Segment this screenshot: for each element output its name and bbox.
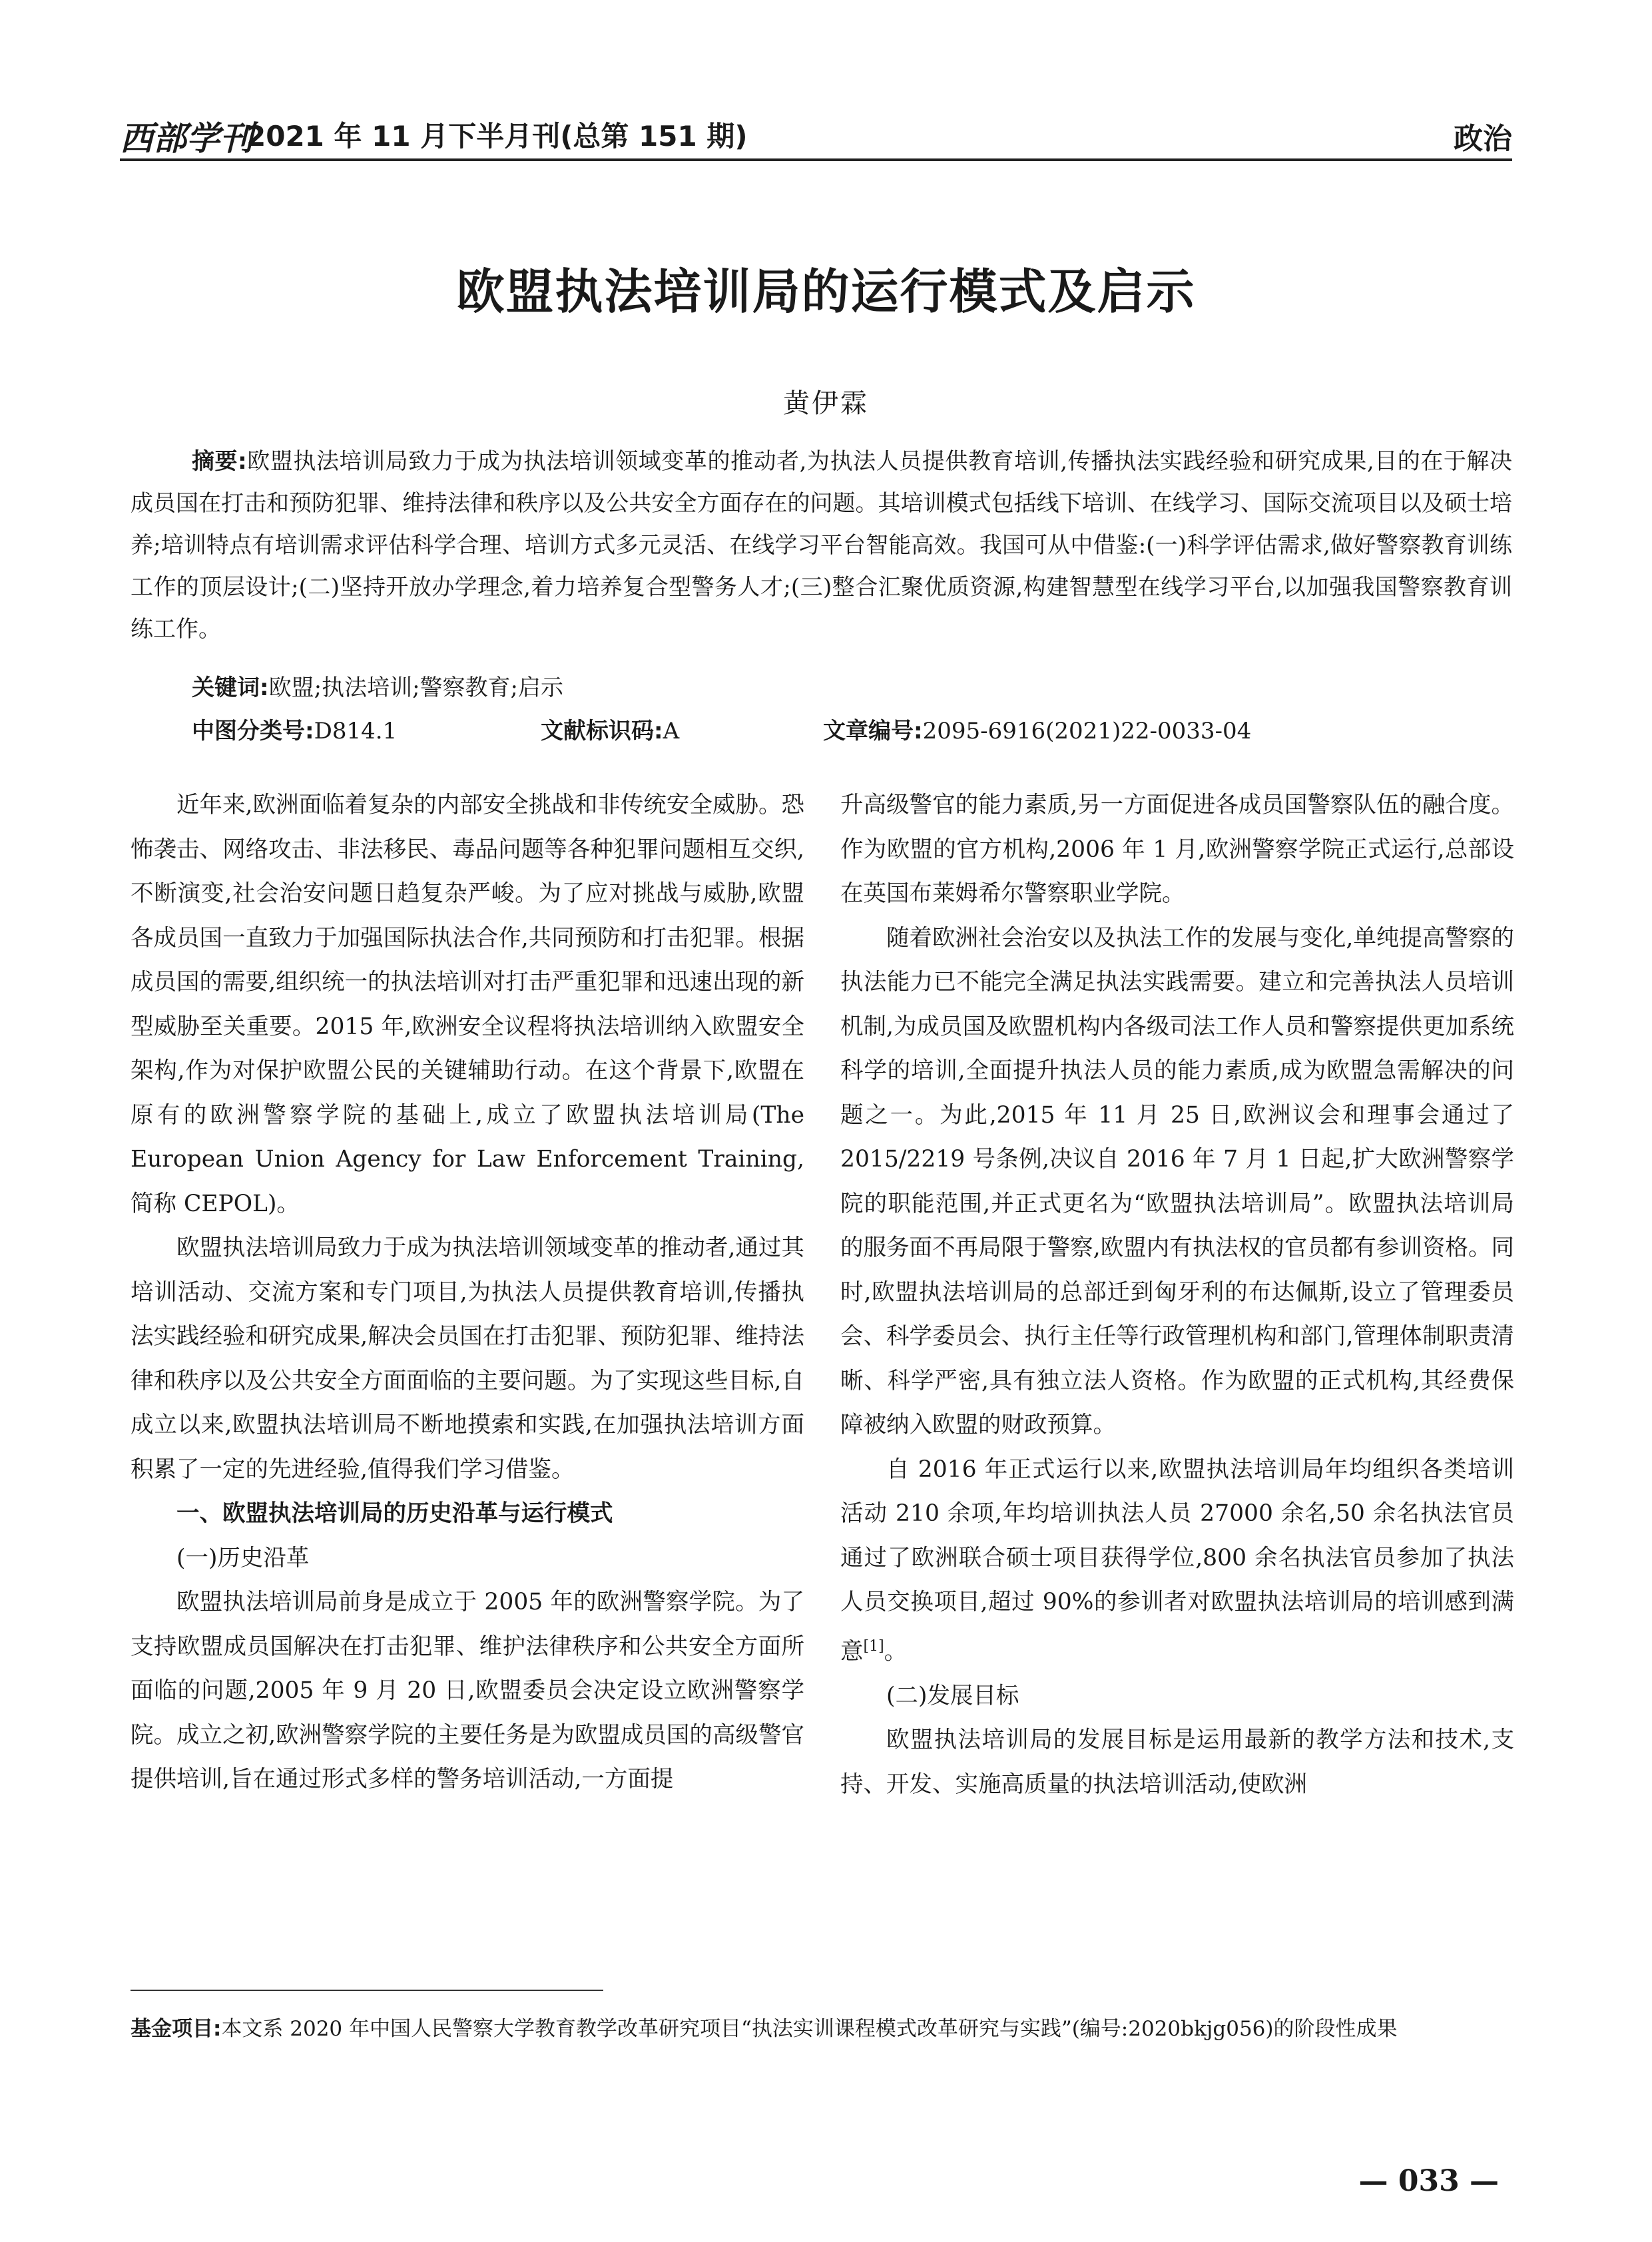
paragraph: 欧盟执法培训局致力于成为执法培训领域变革的推动者,通过其培训活动、交流方案和专门项目,为执法人员提供教育培训,传播执法实践经验和研究成果,解决会员国在打击犯罪、预防犯罪、维持法律和秩序以及公共安全方面面临的主要问题。为了实现这些目标,自成立以来,欧盟执法培训局不断地摸索和实践,在加强执法培训方面积累了一定的先进经验,值得我们学习借鉴。 — [131, 1235, 804, 1483]
keywords-text: 欧盟;执法培训;警察教育;启示 — [268, 675, 563, 701]
journal-logo: 西部学刊 — [120, 119, 253, 158]
abstract — [131, 441, 1512, 651]
body-column-left — [131, 783, 804, 1802]
article-author: 黄伊霖 — [783, 388, 869, 419]
doc-code-label: 文献标识码: — [541, 718, 663, 744]
paragraph: 欧盟执法培训局的发展目标是运用最新的教学方法和技术,支持、开发、实施高质量的执法培训活动,使欧洲 — [840, 1727, 1514, 1798]
paragraph: 欧盟执法培训局前身是成立于 2005 年的欧洲警察学院。为了支持欧盟成员国解决在打击犯罪、维护法律秩序和公共安全方面所面临的问题,2005 年 9 月 20 日,欧盟委员会决定设立欧洲警察学院。成立之初,欧洲警察学院的主要任务是为欧盟成员国的高级警官提供培训,旨在通过形式多样的警务培训活动,一方面提 — [131, 1589, 804, 1793]
article-number — [823, 712, 1251, 745]
article-title: 欧盟执法培训局的运行模式及启示 — [456, 264, 1196, 320]
keywords-label: 关键词: — [192, 675, 269, 701]
footnote-divider — [131, 1990, 603, 1991]
keywords — [192, 669, 563, 702]
section-tag: 政治 — [1454, 122, 1512, 156]
clc-label: 中图分类号: — [192, 718, 314, 744]
document-code — [541, 712, 679, 745]
paragraph: 近年来,欧洲面临着复杂的内部安全挑战和非传统安全威胁。恐怖袭击、网络攻击、非法移民、毒品问题等各种犯罪问题相互交织,不断演变,社会治安问题日趋复杂严峻。为了应对挑战与威胁,欧盟各成员国一直致力于加强国际执法合作,共同预防和打击犯罪。根据成员国的需要,组织统一的执法培训对打击严重犯罪和迅速出现的新型威胁至关重要。2015 年,欧洲安全议程将执法培训纳入欧盟安全架构,作为对保护欧盟公民的关键辅助行动。在这个背景下,欧盟在原有的欧洲警察学院的基础上,成立了欧盟执法培训局(The European Union Agency for Law Enforcement Training,简称 CEPOL)。 — [131, 792, 804, 1217]
running-header — [120, 112, 1512, 161]
doc-code-value: A — [663, 718, 680, 744]
article-no-value: 2095-6916(2021)22-0033-04 — [922, 718, 1252, 744]
clc-number — [192, 712, 397, 745]
abstract-text: 欧盟执法培训局致力于成为执法培训领域变革的推动者,为执法人员提供教育培训,传播执法实践经验和研究成果,目的在于解决成员国在打击和预防犯罪、维持法律和秩序以及公共安全方面存在的问题。其培训模式包括线下培训、在线学习、国际交流项目以及硕士培养;培训特点有培训需求评估科学合理、培训方式多元灵活、在线学习平台智能高效。我国可从中借鉴:(一)科学评估需求,做好警察教育训练工作的顶层设计;(二)坚持开放办学理念,着力培养复合型警务人才;(三)整合汇聚优质资源,构建智慧型在线学习平台,以加强我国警察教育训练工作。 — [131, 448, 1512, 643]
footnote-text: 本文系 2020 年中国人民警察大学教育教学改革研究项目“执法实训课程模式改革研究与实践”(编号:2020bkjg056)的阶段性成果 — [221, 2017, 1398, 2041]
citation-ref[interactable]: [1] — [863, 1637, 884, 1655]
paragraph: 升高级警官的能力素质,另一方面促进各成员国警察队伍的融合度。作为欧盟的官方机构,2006 年 1 月,欧洲警察学院正式运行,总部设在英国布莱姆希尔警察职业学院。 — [840, 792, 1514, 907]
subsection-heading: (一)历史沿革 — [176, 1544, 310, 1571]
subsection-heading: (二)发展目标 — [886, 1682, 1019, 1709]
body-column-right — [840, 783, 1514, 1807]
paragraph-end: 。 — [884, 1638, 908, 1665]
paragraph-text: 自 2016 年正式运行以来,欧盟执法培训局年均组织各类培训活动 210 余项,年均培训执法人员 27000 余名,50 余名执法官员通过了欧洲联合硕士项目获得学位,800 余名执法官员参加了执法人员交换项目,超过 90%的参训者对欧盟执法培训局的培训感到满意 — [840, 1456, 1514, 1665]
paragraph: 随着欧洲社会治安以及执法工作的发展与变化,单纯提高警察的执法能力已不能完全满足执法实践需要。建立和完善执法人员培训机制,为成员国及欧盟机构内各级司法工作人员和警察提供更加系统科学的培训,全面提升执法人员的能力素质,成为欧盟急需解决的问题之一。为此,2015 年 11 月 25 日,欧洲议会和理事会通过了 2015/2219 号条例,决议自 2016 年 7 月 1 日起,扩大欧洲警察学院的职能范围,并正式更名为“欧盟执法培训局”。欧盟执法培训局的服务面不再局限于警察,欧盟内有执法权的官员都有参训资格。同时,欧盟执法培训局的总部迁到匈牙利的布达佩斯,设立了管理委员会、科学委员会、执行主任等行政管理机构和部门,管理体制职责清晰、科学严密,具有独立法人资格。作为欧盟的正式机构,其经费保障被纳入欧盟的财政预算。 — [840, 924, 1514, 1438]
section-heading: 一、欧盟执法培训局的历史沿革与运行模式 — [176, 1500, 613, 1527]
clc-value: D814.1 — [314, 718, 398, 744]
article-no-label: 文章编号: — [823, 718, 923, 744]
footnote-label: 基金项目: — [131, 2017, 222, 2041]
paragraph — [840, 1448, 1514, 1674]
abstract-label: 摘要: — [192, 448, 247, 475]
issue-info: 2021 年 11 月下半月刊(总第 151 期) — [246, 120, 748, 152]
footnote — [131, 2010, 1512, 2048]
page-number: — 033 — — [1358, 2164, 1499, 2198]
